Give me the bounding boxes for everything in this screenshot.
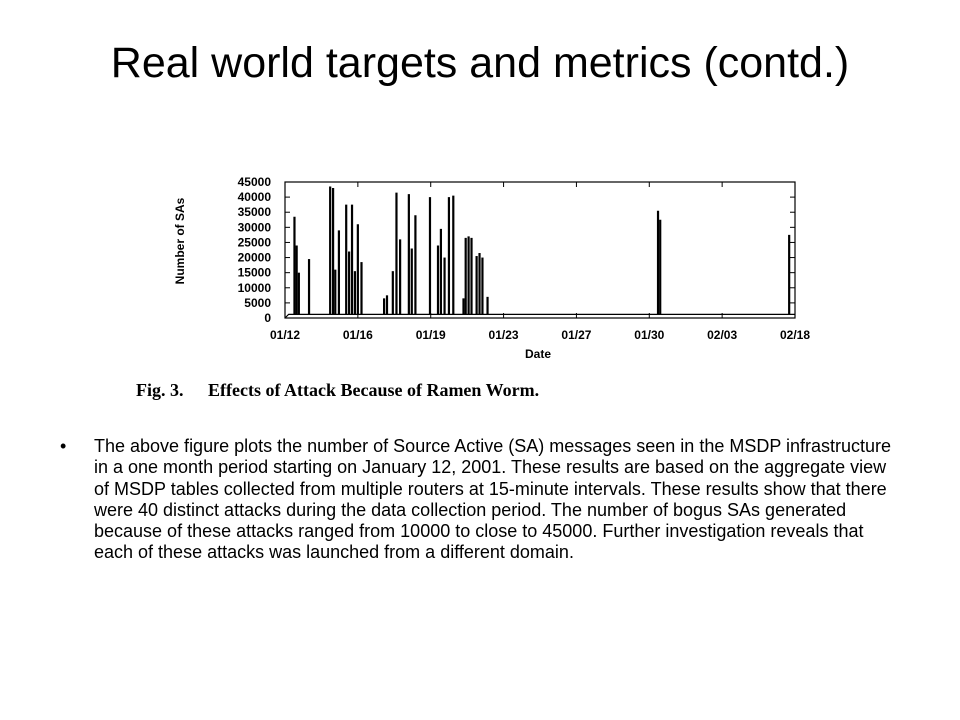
figure-caption-text: Effects of Attack Because of Ramen Worm. bbox=[208, 380, 540, 400]
x-tick-label: 01/23 bbox=[488, 328, 519, 342]
x-tick-label: 01/27 bbox=[561, 328, 592, 342]
y-tick-label: 35000 bbox=[237, 205, 271, 220]
figure-chart bbox=[160, 172, 840, 404]
y-tick-label: 45000 bbox=[237, 175, 271, 189]
x-tick-label: 02/03 bbox=[707, 328, 738, 342]
y-tick-label: 25000 bbox=[237, 235, 271, 250]
bullet-list bbox=[60, 436, 900, 564]
bullet-paragraph: The above figure plots the number of Source Active (SA) messages seen in the MSDP infrastructure in a one month period starting on January 12, 2001. These results are based on the aggregate view of MSDP tables collected from multiple routers at 15-minute intervals. These results show that there were 40 distinct attacks during the data collection period. The number of bogus SAs generated because of these attacks ranged from 10000 to close to 45000. Further investigation reveals that each of these attacks was launched from a different domain. bbox=[94, 436, 892, 563]
x-tick-label: 01/16 bbox=[342, 328, 373, 342]
y-tick-label: 20000 bbox=[237, 250, 271, 265]
bullet-marker: • bbox=[60, 436, 67, 456]
x-tick-label: 01/30 bbox=[634, 328, 665, 342]
y-tick-label: 30000 bbox=[237, 220, 271, 235]
sa-count-chart bbox=[160, 172, 840, 377]
y-tick-label: 15000 bbox=[237, 265, 271, 280]
figure-caption-label: Fig. 3. bbox=[136, 380, 184, 400]
y-tick-label: 5000 bbox=[244, 295, 271, 310]
x-tick-label: 02/18 bbox=[779, 328, 811, 342]
slide-title: Real world targets and metrics (contd.) bbox=[110, 39, 850, 87]
y-tick-label: 40000 bbox=[237, 190, 271, 205]
y-tick-label: 0 bbox=[264, 311, 271, 325]
figure-caption bbox=[136, 380, 539, 401]
x-tick-label: 01/12 bbox=[269, 328, 301, 342]
y-tick-label: 10000 bbox=[237, 280, 271, 295]
y-axis-label: Number of SAs bbox=[173, 197, 187, 285]
bullet-item bbox=[60, 436, 900, 564]
x-tick-label: 01/19 bbox=[415, 328, 446, 342]
x-axis-label: Date bbox=[524, 347, 552, 361]
